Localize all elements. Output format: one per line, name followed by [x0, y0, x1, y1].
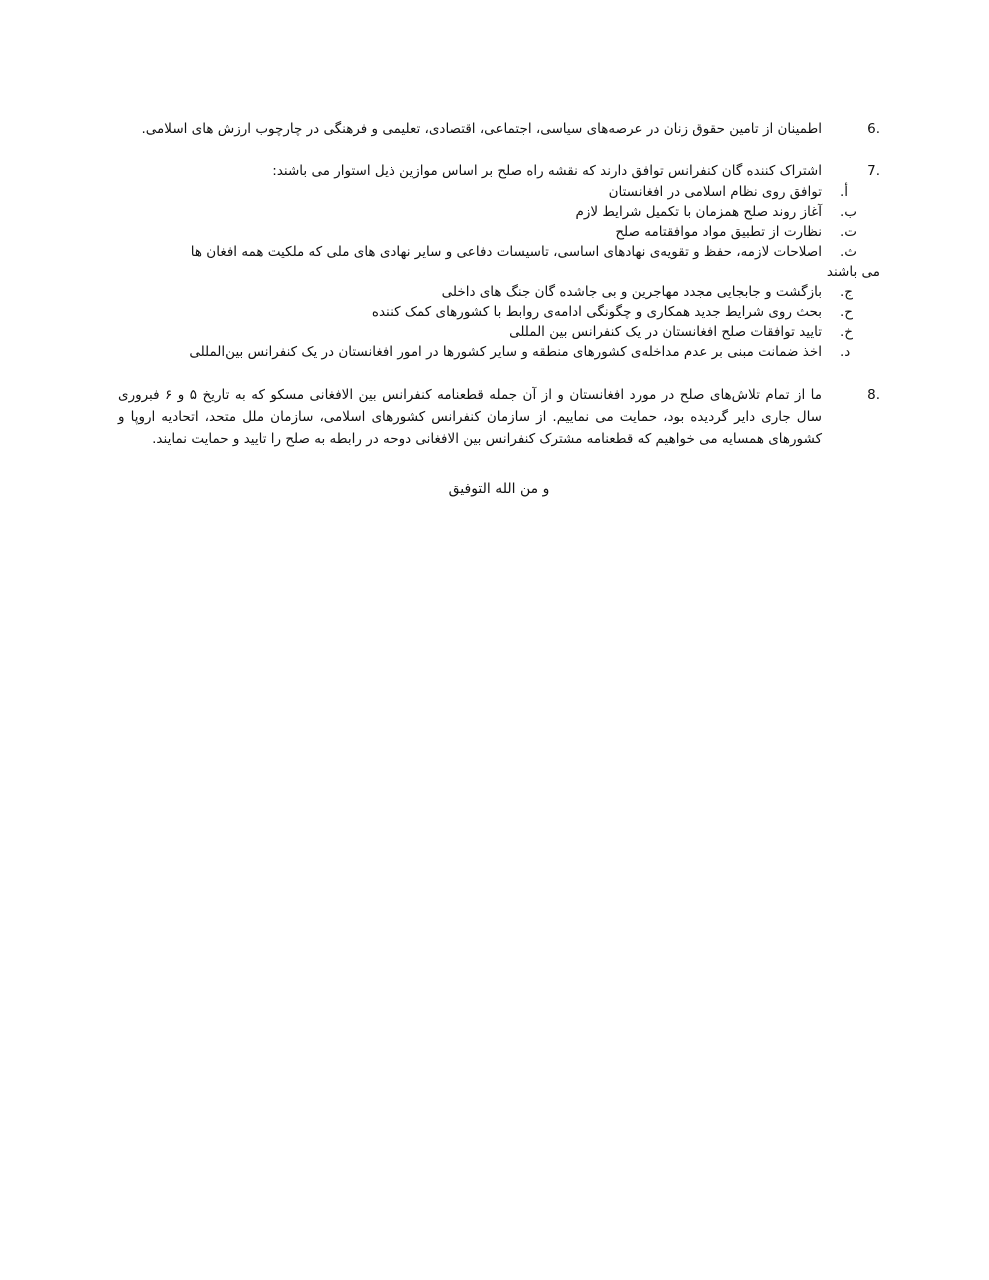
- list-item-text: اخذ ضمانت مبنی بر عدم مداخله‌ی کشورهای منطقه و سایر کشورها در امور افغانستان در یک کنفرانس بین‌المللی: [189, 344, 822, 360]
- list-item-letter: د.: [840, 344, 851, 360]
- list-item-letter: ب.: [840, 204, 858, 220]
- paragraph-number: 7.: [867, 163, 880, 179]
- list-item: [118, 242, 880, 282]
- document-body: [118, 118, 880, 500]
- paragraph-number: 6.: [867, 121, 880, 137]
- closing-line: و من الله التوفیق: [448, 481, 550, 497]
- list-item-text: بازگشت و جابجایی مجدد مهاجرین و بی جاشده گان جنگ های داخلی: [441, 284, 822, 300]
- list-item: [118, 222, 880, 242]
- paragraph-number: 8.: [867, 387, 880, 403]
- paragraph-8: [118, 384, 880, 450]
- paragraph-text: ما از تمام تلاش‌های صلح در مورد افغانستان و از آن جمله قطعنامه کنفرانس بین الافغانی مسکو که به تاریخ ۵ و ۶ فبروری سال جاری دایر گردیده بود، حمایت می نماییم. از سازمان کنفرانس کشورهای اسلامی، سازمان ملل متحد، اتحادیه اروپا و کشورهای همسایه می خواهیم که قطعنامه مشترک کنفرانس بین الافغانی دوحه در رابطه به صلح را تایید و حمایت نمایند.: [118, 387, 823, 447]
- list-item-continuation: می باشند: [826, 264, 880, 280]
- list-item-text: تایید توافقات صلح افغانستان در یک کنفرانس بین المللی: [509, 324, 822, 340]
- list-item-letter: أ.: [840, 184, 849, 200]
- list-item-text: اصلاحات لازمه، حفظ و تقویه‌ی نهادهای اساسی، تاسیسات دفاعی و سایر نهادی های ملی که ملکیت همه افغان ها: [190, 244, 822, 260]
- list-item-letter: ج.: [840, 284, 854, 300]
- list-item: [118, 322, 880, 342]
- list-item-text: آغاز روند صلح همزمان با تکمیل شرایط لازم: [575, 204, 822, 220]
- list-item: [118, 202, 880, 222]
- list-item: [118, 182, 880, 202]
- paragraph-6: [118, 118, 880, 140]
- paragraph-text: اشتراک کننده گان کنفرانس توافق دارند که نقشه راه صلح بر اساس موازین ذیل استوار می باشند:: [272, 163, 822, 179]
- list-item-letter: ت.: [840, 224, 858, 240]
- list-item-letter: ث.: [840, 244, 858, 260]
- list-item: [118, 302, 880, 322]
- list-item-text: توافق روی نظام اسلامی در افغانستان: [608, 184, 822, 200]
- list-item-text: نظارت از تطبیق مواد موافقتامه صلح: [615, 224, 822, 240]
- paragraph-7: [118, 160, 880, 182]
- list-item-letter: ح.: [840, 304, 854, 320]
- list-item: [118, 342, 880, 362]
- paragraph-text: اطمینان از تامین حقوق زنان در عرصه‌های سیاسی، اجتماعی، اقتصادی، تعلیمی و فرهنگی در چارچوب ارزش های اسلامی.: [141, 121, 822, 137]
- list-item-letter: خ.: [840, 324, 854, 340]
- roadmap-list: [118, 182, 880, 362]
- list-item-text: بحث روی شرایط جدید همکاری و چگونگی ادامه‌ی روابط با کشورهای کمک کننده: [371, 304, 822, 320]
- list-item: [118, 282, 880, 302]
